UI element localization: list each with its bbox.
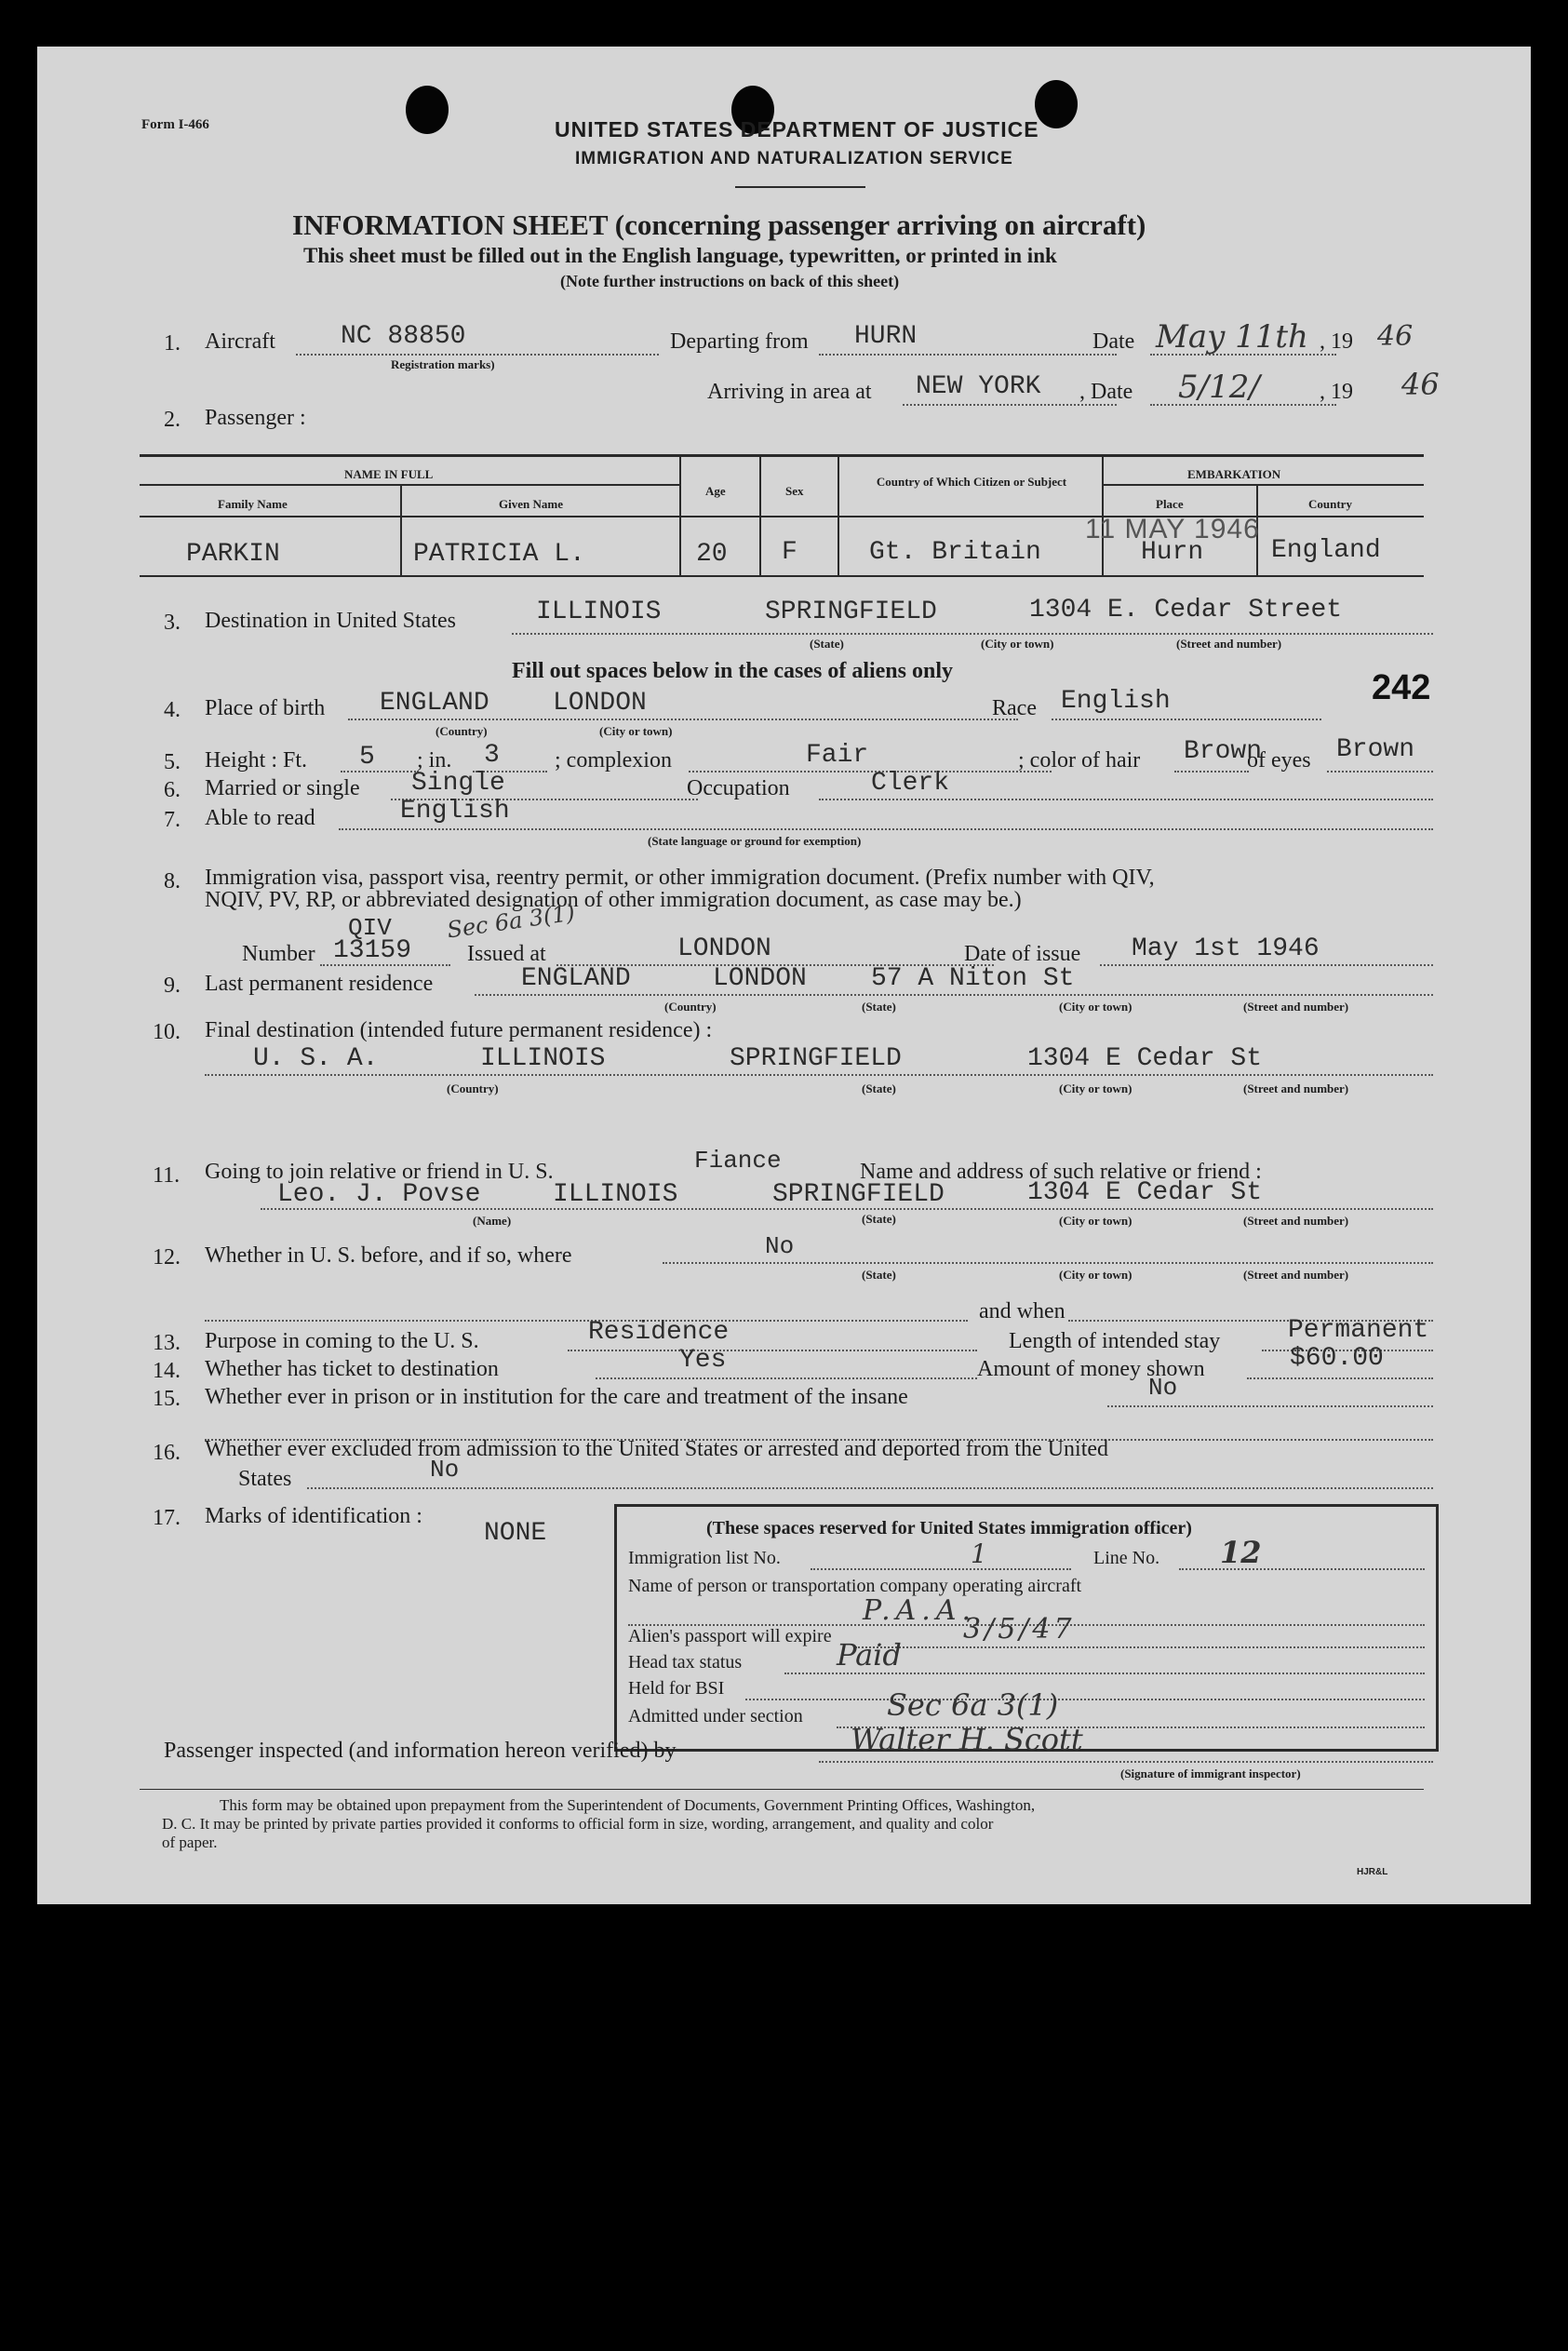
- inspection-caption: (Signature of immigrant inspector): [1120, 1767, 1301, 1780]
- caption-street: (Street and number): [1243, 1214, 1349, 1228]
- year-prefix: , 19: [1320, 329, 1353, 354]
- officer-box: [614, 1504, 1439, 1752]
- age-value[interactable]: 20: [696, 540, 728, 569]
- list-line: [811, 1568, 1071, 1570]
- relative-state-value[interactable]: ILLINOIS: [553, 1180, 678, 1209]
- join-label: Going to join relative or friend in U. S.: [205, 1160, 554, 1184]
- marital-value[interactable]: Single: [411, 769, 505, 798]
- doc-number-value[interactable]: 13159: [333, 936, 412, 965]
- caption-city: (City or town): [1059, 1214, 1132, 1228]
- caption-country: (Country): [664, 1000, 717, 1014]
- excluded-label-2: States: [238, 1467, 292, 1491]
- departing-value[interactable]: HURN: [854, 322, 918, 351]
- ticket-line: [596, 1377, 977, 1379]
- table-col-divider: [400, 484, 402, 575]
- prison-label: Whether ever in prison or in institution for the care and treatment of the insane: [205, 1385, 908, 1409]
- bsi-line: [745, 1699, 1425, 1700]
- arriving-value[interactable]: NEW YORK: [916, 372, 1041, 401]
- money-label: Amount of money shown: [977, 1357, 1205, 1381]
- item-number: 1.: [164, 331, 181, 356]
- table-emb-mid: [1102, 484, 1424, 486]
- arriving-label: Arriving in area at: [707, 380, 872, 404]
- item-number: 14.: [153, 1359, 181, 1383]
- table-header-country2: Country: [1308, 497, 1352, 511]
- given-name-value[interactable]: PATRICIA L.: [413, 540, 585, 569]
- caption-city: (City or town): [1059, 1000, 1132, 1014]
- complexion-line: [689, 771, 1052, 772]
- item-number: 15.: [153, 1387, 181, 1411]
- item-number: 16.: [153, 1441, 181, 1465]
- prison-line: [1107, 1405, 1433, 1407]
- read-line: [339, 828, 1433, 830]
- eyes-label: of eyes: [1247, 748, 1311, 772]
- hair-label: ; color of hair: [1018, 748, 1141, 772]
- caption-country: (Country): [436, 724, 488, 738]
- before-value[interactable]: No: [765, 1232, 795, 1260]
- destination-label: Destination in United States: [205, 609, 456, 633]
- caption-state: (State): [862, 1000, 896, 1014]
- document-text-1: Immigration visa, passport visa, reentry permit, or other immigration document. (Prefix number with QIV,: [205, 866, 1155, 890]
- table-col-divider: [838, 456, 839, 575]
- destination-street-value[interactable]: 1304 E. Cedar Street: [1029, 596, 1343, 625]
- destination-state-value[interactable]: ILLINOIS: [536, 598, 662, 626]
- document-handwritten: Sec 6a 3(1): [445, 899, 577, 944]
- caption-street: (Street and number): [1176, 637, 1282, 651]
- item-number: 3.: [164, 611, 181, 635]
- section-value[interactable]: Sec 6a 3(1): [887, 1687, 1059, 1723]
- embarkation-stamp: 11 MAY 1946: [1085, 514, 1260, 544]
- punch-hole-left: [406, 86, 449, 134]
- officer-box-heading: (These spaces reserved for United States immigration officer): [706, 1518, 1192, 1538]
- item-number: 2.: [164, 408, 181, 432]
- sex-value[interactable]: F: [782, 538, 797, 567]
- printer-mark: HJR&L: [1357, 1867, 1388, 1877]
- form-note: (Note further instructions on back of this sheet): [560, 272, 900, 290]
- money-value[interactable]: $60.00: [1290, 1344, 1384, 1373]
- inspection-label: Passenger inspected (and information hereon verified) by: [164, 1739, 677, 1763]
- line-line: [1179, 1568, 1425, 1570]
- date-value[interactable]: May 11th: [1156, 318, 1308, 356]
- line-value[interactable]: 12: [1220, 1535, 1262, 1570]
- caption-state: (State): [810, 637, 844, 651]
- table-col-divider: [679, 456, 681, 575]
- birth-city-value[interactable]: LONDON: [553, 689, 647, 718]
- final-state-value[interactable]: ILLINOIS: [480, 1044, 606, 1073]
- height-in-value[interactable]: 3: [484, 741, 500, 770]
- tax-value[interactable]: Paid: [837, 1637, 902, 1673]
- before-label: Whether in U. S. before, and if so, where: [205, 1243, 572, 1268]
- table-header-mid: [140, 484, 679, 486]
- table-header-family: Family Name: [218, 497, 288, 511]
- footer-line-3: of paper.: [162, 1834, 218, 1851]
- form-title: INFORMATION SHEET (concerning passenger arriving on aircraft): [292, 208, 1146, 241]
- caption-street: (Street and number): [1243, 1081, 1349, 1095]
- complexion-value[interactable]: Fair: [806, 741, 869, 770]
- citizen-value[interactable]: Gt. Britain: [869, 538, 1041, 567]
- table-header-embarkation: EMBARKATION: [1187, 467, 1281, 481]
- departing-label: Departing from: [670, 329, 809, 354]
- occupation-label: Occupation: [687, 776, 790, 800]
- table-header-place: Place: [1156, 497, 1184, 511]
- aircraft-value[interactable]: NC 88850: [341, 322, 466, 351]
- issue-date-line: [1100, 964, 1433, 966]
- embarkation-place-value[interactable]: Hurn: [1141, 538, 1204, 567]
- item-number: 11.: [153, 1163, 181, 1188]
- table-header-given: Given Name: [499, 497, 563, 511]
- tax-line: [784, 1673, 1425, 1674]
- table-header-name: NAME IN FULL: [344, 467, 434, 481]
- purpose-value[interactable]: Residence: [588, 1318, 730, 1347]
- punch-hole-right: [1035, 80, 1078, 128]
- marks-label: Marks of identification :: [205, 1504, 422, 1528]
- race-value[interactable]: English: [1061, 687, 1171, 716]
- final-destination-line: [205, 1074, 1433, 1076]
- caption-city: (City or town): [1059, 1268, 1132, 1282]
- money-line: [1247, 1377, 1433, 1379]
- birth-country-value[interactable]: ENGLAND: [380, 689, 489, 718]
- height-ft-value[interactable]: 5: [359, 743, 375, 772]
- footer-line-1: This form may be obtained upon prepayment from the Superintendent of Documents, Government Printing Offices, Washington,: [220, 1796, 1036, 1814]
- caption-city: (City or town): [981, 637, 1054, 651]
- year-value[interactable]: 46: [1377, 320, 1414, 353]
- final-street-value[interactable]: 1304 E Cedar St: [1027, 1044, 1263, 1073]
- residence-country-value[interactable]: ENGLAND: [521, 964, 631, 993]
- residence-line: [475, 994, 1433, 996]
- footer-rule: [140, 1789, 1424, 1790]
- item-number: 8.: [164, 869, 181, 893]
- prison-value[interactable]: No: [1148, 1374, 1178, 1402]
- read-value[interactable]: English: [400, 797, 510, 826]
- document-prefix[interactable]: QIV: [348, 914, 392, 942]
- table-header-age: Age: [705, 484, 726, 498]
- eyes-value[interactable]: Brown: [1336, 735, 1415, 764]
- height-in-label: ; in.: [417, 748, 452, 772]
- departing-line: [819, 354, 1117, 356]
- marital-label: Married or single: [205, 776, 360, 800]
- department-name: UNITED STATES DEPARTMENT OF JUSTICE: [555, 117, 1039, 141]
- height-ft-line: [341, 771, 419, 772]
- caption-city: (City or town): [599, 724, 673, 738]
- final-city-value[interactable]: SPRINGFIELD: [730, 1044, 902, 1073]
- caption-name: (Name): [473, 1214, 512, 1228]
- year2-value[interactable]: 46: [1401, 367, 1440, 402]
- destination-city-value[interactable]: SPRINGFIELD: [765, 598, 937, 626]
- family-name-value[interactable]: PARKIN: [186, 540, 280, 569]
- hair-value[interactable]: Brown: [1184, 737, 1263, 766]
- passport-line: [855, 1646, 1425, 1648]
- caption-city: (City or town): [1059, 1081, 1132, 1095]
- item-number: 13.: [153, 1331, 181, 1355]
- list-label: Immigration list No.: [628, 1548, 781, 1568]
- passenger-label: Passenger :: [205, 406, 306, 430]
- section-label: Admitted under section: [628, 1706, 803, 1726]
- residence-street-value[interactable]: 57 A Niton St: [871, 964, 1075, 993]
- final-destination-label: Final destination (intended future permanent residence) :: [205, 1018, 713, 1042]
- residence-state-value[interactable]: LONDON: [713, 964, 807, 993]
- excluded-label: Whether ever excluded from admission to the United States or arrested and deported from the United: [205, 1437, 1109, 1461]
- year2-prefix: , 19: [1320, 380, 1353, 404]
- item-number: 7.: [164, 808, 181, 832]
- relative-name-label: Name and address of such relative or friend :: [860, 1160, 1262, 1184]
- before-line-2: [205, 1320, 968, 1322]
- race-label: Race: [992, 696, 1037, 720]
- relative-city-value[interactable]: SPRINGFIELD: [772, 1180, 945, 1209]
- residence-label: Last permanent residence: [205, 972, 434, 996]
- when-label: and when: [979, 1299, 1065, 1323]
- ticket-value[interactable]: Yes: [679, 1346, 727, 1375]
- caption-state: (State): [862, 1268, 896, 1282]
- table-top-rule: [140, 454, 1424, 457]
- table-header-sex: Sex: [785, 484, 804, 498]
- item-number: 5.: [164, 750, 181, 774]
- doc-number-label: Number: [242, 942, 315, 966]
- caption-state: (State): [862, 1081, 896, 1095]
- marks-value[interactable]: NONE: [484, 1519, 547, 1548]
- excluded-line: [307, 1487, 1433, 1489]
- relation-value[interactable]: Fiance: [694, 1147, 782, 1175]
- date2-label: , Date: [1079, 380, 1133, 404]
- date-label: Date: [1092, 329, 1135, 354]
- destination-line: [512, 633, 1433, 635]
- complexion-label: ; complexion: [555, 748, 672, 772]
- relative-name-value[interactable]: Leo. J. Povse: [277, 1180, 481, 1209]
- inspection-line: [819, 1761, 1433, 1763]
- aliens-heading: Fill out spaces below in the cases of aliens only: [512, 659, 954, 683]
- caption-street: (Street and number): [1243, 1000, 1349, 1014]
- issued-label: Issued at: [467, 942, 546, 966]
- eyes-line: [1327, 771, 1433, 772]
- footer-line-2: D. C. It may be printed by private parties provided it conforms to official form in size, wording, arrangement, and quality and color: [162, 1815, 994, 1833]
- occupation-line: [819, 799, 1433, 800]
- birthplace-line: [348, 719, 1018, 720]
- caption-street: (Street and number): [1243, 1268, 1349, 1282]
- birthplace-label: Place of birth: [205, 696, 326, 720]
- aircraft-line: [296, 354, 659, 356]
- ticket-label: Whether has ticket to destination: [205, 1357, 499, 1381]
- line-label: Line No.: [1093, 1548, 1160, 1568]
- final-country-value[interactable]: U. S. A.: [253, 1044, 379, 1073]
- issued-value[interactable]: LONDON: [677, 934, 771, 963]
- operator-label: Name of person or transportation company operating aircraft: [628, 1576, 1082, 1596]
- item-number: 12.: [153, 1245, 181, 1270]
- embarkation-country-value[interactable]: England: [1271, 536, 1381, 565]
- purpose-line: [568, 1350, 977, 1351]
- read-label: Able to read: [205, 806, 315, 830]
- form-number: Form I-466: [141, 117, 209, 132]
- before-line: [663, 1262, 1433, 1264]
- item-number: 17.: [153, 1506, 181, 1530]
- table-col-divider: [759, 456, 761, 575]
- header-rule: [735, 186, 865, 188]
- purpose-label: Purpose in coming to the U. S.: [205, 1329, 479, 1353]
- relative-street-value[interactable]: 1304 E Cedar St: [1027, 1178, 1263, 1207]
- caption-country: (Country): [447, 1081, 499, 1095]
- item-number: 6.: [164, 778, 181, 802]
- height-label: Height : Ft.: [205, 748, 308, 772]
- aircraft-caption: Registration marks): [391, 357, 495, 371]
- issue-date-label: Date of issue: [964, 942, 1081, 966]
- table-bottom-rule: [140, 575, 1424, 577]
- date2-value[interactable]: 5/12/: [1178, 369, 1260, 406]
- bsi-label: Held for BSI: [628, 1678, 725, 1699]
- caption-state: (State): [862, 1212, 896, 1226]
- tax-label: Head tax status: [628, 1652, 743, 1673]
- file-number: 242: [1372, 668, 1431, 707]
- issue-date-value[interactable]: May 1st 1946: [1132, 934, 1320, 963]
- race-line: [1052, 719, 1321, 720]
- passport-label: Alien's passport will expire: [628, 1626, 832, 1646]
- aircraft-label: Aircraft: [205, 329, 275, 354]
- table-header-country: Country of Which Citizen or Subject: [876, 475, 1067, 489]
- inspector-signature: Walter H. Scott: [851, 1722, 1083, 1757]
- form-subtitle: This sheet must be filled out in the English language, typewritten, or printed in ink: [303, 244, 1057, 267]
- occupation-value[interactable]: Clerk: [871, 769, 950, 798]
- service-name: IMMIGRATION AND NATURALIZATION SERVICE: [575, 149, 1013, 168]
- document-text-2: NQIV, PV, RP, or abbreviated designation of other immigration document, as case may be.): [205, 888, 1022, 912]
- operator-value[interactable]: P.A.A.: [863, 1594, 977, 1627]
- excluded-value[interactable]: No: [430, 1456, 460, 1484]
- read-caption: (State language or ground for exemption): [648, 834, 862, 848]
- item-number: 10.: [153, 1020, 181, 1044]
- hair-line: [1174, 771, 1249, 772]
- stay-label: Length of intended stay: [1009, 1329, 1221, 1353]
- stay-value[interactable]: Permanent: [1288, 1316, 1429, 1345]
- item-number: 4.: [164, 698, 181, 722]
- list-value[interactable]: 1: [971, 1538, 987, 1569]
- item-number: 9.: [164, 974, 181, 998]
- passport-value[interactable]: 3/5/47: [963, 1613, 1076, 1646]
- form-sheet: [37, 47, 1531, 1904]
